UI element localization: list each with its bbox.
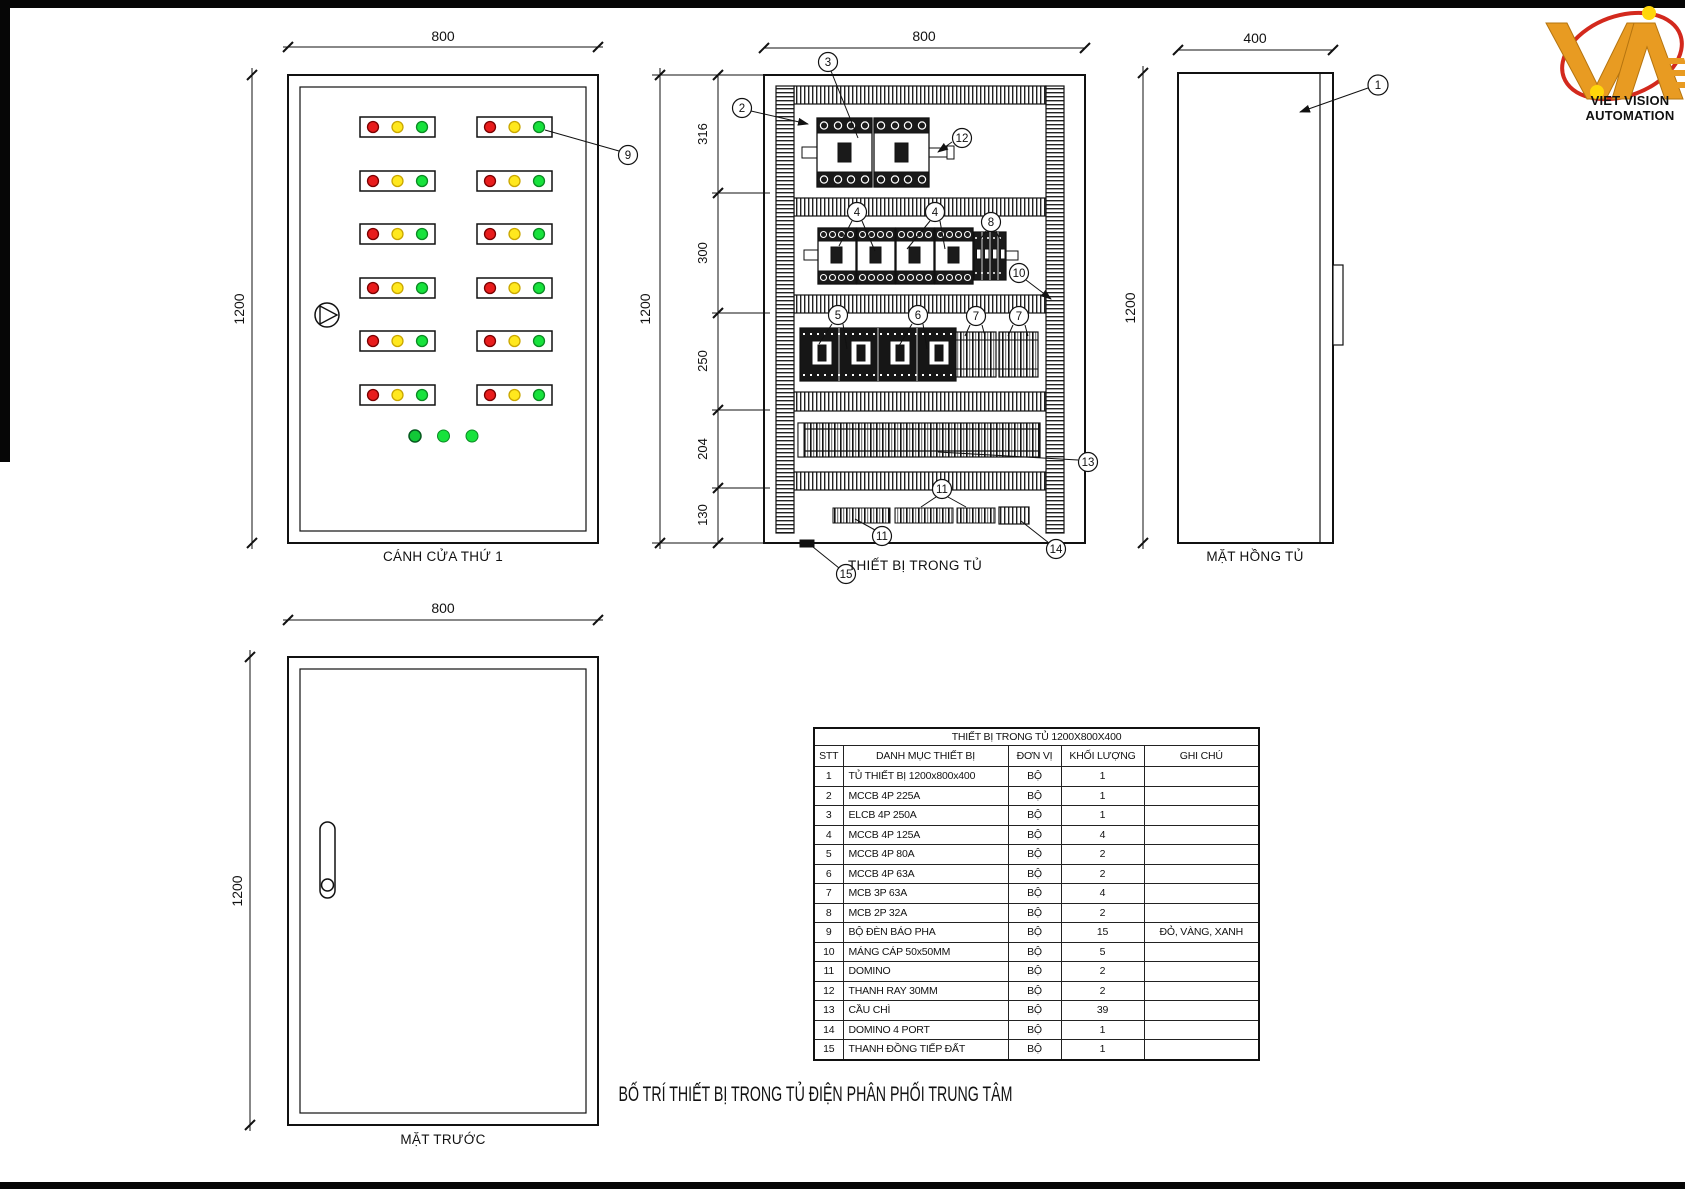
col-header-ghi-chu: GHI CHÚ [1144, 746, 1259, 767]
dim-side-width: 400 [1243, 30, 1267, 46]
callout-11-num: 11 [936, 484, 948, 496]
equipment-table-body [814, 767, 1259, 1060]
lamp-yellow-icon [509, 176, 520, 187]
col-header-khoi-luong: KHỐI LƯỢNG [1061, 746, 1144, 767]
lamp-green-icon [534, 390, 545, 401]
lamp-red-icon [485, 229, 496, 240]
logo-line2: AUTOMATION [1585, 108, 1675, 123]
cable-duct [794, 86, 1046, 104]
dim-door1-height: 1200 [231, 293, 247, 325]
lamp-yellow-icon [509, 229, 520, 240]
table-row: 4 MCCB 4P 125A BỘ 4 [814, 825, 1259, 845]
table-row: 3 ELCB 4P 250A BỘ 1 [814, 806, 1259, 826]
lamp-yellow-icon [392, 283, 403, 294]
lamp-red-icon [485, 336, 496, 347]
table-row: 13 CẦU CHÌ BỘ 39 [814, 1001, 1259, 1021]
lamp-yellow-icon [509, 390, 520, 401]
table-row: 6 MCCB 4P 63A BỘ 2 [814, 864, 1259, 884]
table-row: 10 MÁNG CÁP 50x50MM BỘ 5 [814, 942, 1259, 962]
lamp-yellow-icon [392, 390, 403, 401]
label-door1: CÁNH CỬA THỨ 1 [382, 549, 504, 564]
dim-door1-width: 800 [431, 28, 455, 44]
col-header-stt: STT [814, 746, 843, 767]
dim-segment-316: 316 [695, 123, 710, 145]
table-row: 5 MCCB 4P 80A BỘ 2 [814, 845, 1259, 865]
page-edge-bottom [0, 1182, 1685, 1189]
table-row: 7 MCB 3P 63A BỘ 4 [814, 884, 1259, 904]
cable-duct-vertical [1046, 86, 1064, 533]
page-edge-top [0, 0, 1685, 8]
table-row: 8 MCB 2P 32A BỘ 2 [814, 903, 1259, 923]
spare-lamp-icon [409, 430, 421, 442]
label-side: MẶT HỒNG TỦ [1206, 549, 1304, 564]
callout-13-num: 13 [1081, 457, 1095, 469]
table-title: THIẾT BỊ TRONG TỦ 1200X800X400 [814, 728, 1259, 746]
breaker-row-2 [804, 228, 1018, 284]
callout-15-num: 15 [839, 569, 853, 581]
callout-4-num: 4 [931, 207, 939, 219]
lamp-yellow-icon [392, 122, 403, 133]
buzzer-symbol [315, 303, 339, 327]
callout-10-num: 10 [1012, 268, 1026, 280]
table-row: 15 THANH ĐỒNG TIẾP ĐẤT BỘ 1 [814, 1040, 1259, 1060]
front-handle-lock [322, 879, 334, 891]
callout-4-num: 4 [853, 207, 861, 219]
lamp-green-icon [534, 336, 545, 347]
cable-duct-vertical [776, 86, 794, 533]
callout-9-num: 9 [624, 150, 632, 162]
table-row: 12 THANH RAY 30MM BỘ 2 [814, 981, 1259, 1001]
lamp-green-icon [417, 229, 428, 240]
callout-3-num: 3 [824, 57, 832, 69]
table-row: 11 DOMINO BỘ 2 [814, 962, 1259, 982]
label-internal: THIẾT BỊ TRONG TỦ [847, 558, 983, 573]
mcb-3p-63a [999, 332, 1038, 377]
dim-segment-300: 300 [695, 242, 710, 264]
lamp-red-icon [368, 336, 379, 347]
label-front: MẶT TRƯỚC [400, 1132, 486, 1147]
lamp-red-icon [368, 176, 379, 187]
dim-side-height: 1200 [1122, 292, 1138, 324]
lamp-green-icon [534, 229, 545, 240]
callout-8-num: 8 [987, 217, 995, 229]
side-outline [1178, 73, 1333, 543]
mccb-225a [817, 118, 872, 187]
lamp-red-icon [368, 229, 379, 240]
callout-7-num: 7 [972, 311, 980, 323]
lamp-red-icon [485, 283, 496, 294]
table-row: 1 TỦ THIẾT BỊ 1200x800x400 BỘ 1 [814, 767, 1259, 787]
lamp-green-icon [417, 176, 428, 187]
view-front [245, 615, 603, 1131]
lamp-red-icon [485, 176, 496, 187]
fuse-row [798, 423, 1040, 457]
cable-duct [794, 392, 1046, 411]
logo-stripe-icon [1653, 58, 1685, 64]
dim-front-width: 800 [431, 600, 455, 616]
view-internal [652, 43, 1098, 584]
view-side [1138, 45, 1388, 549]
view-door1 [247, 42, 638, 549]
dim-internal-height: 1200 [637, 293, 653, 325]
domino-4-port [999, 507, 1029, 524]
lamp-yellow-icon [509, 336, 520, 347]
lamp-green-icon [417, 283, 428, 294]
ground-bar [800, 540, 814, 547]
dim-segment-250: 250 [695, 350, 710, 372]
lamp-green-icon [534, 122, 545, 133]
logo-stripe-icon [1665, 82, 1685, 88]
callout-5-num: 5 [834, 310, 842, 322]
table-row: 2 MCCB 4P 225A BỘ 1 [814, 786, 1259, 806]
callout-7-num: 7 [1015, 311, 1023, 323]
callout-1-num: 1 [1374, 80, 1382, 92]
lamp-red-icon [368, 390, 379, 401]
lamp-yellow-icon [392, 229, 403, 240]
lamp-red-icon [368, 283, 379, 294]
lamp-green-icon [534, 283, 545, 294]
lamp-yellow-icon [509, 122, 520, 133]
lamp-yellow-icon [509, 283, 520, 294]
spare-lamp-icon [438, 430, 450, 442]
callout-2-num: 2 [738, 103, 746, 115]
lamp-yellow-icon [392, 176, 403, 187]
lamp-green-icon [534, 176, 545, 187]
col-header-danh-muc: DANH MỤC THIẾT BỊ [843, 746, 1008, 767]
dim-segment-204: 204 [695, 438, 710, 460]
lamp-green-icon [417, 336, 428, 347]
side-handle [1333, 265, 1343, 345]
callout-12-num: 12 [955, 133, 969, 145]
mccb-125a-group [818, 228, 973, 284]
logo-line1: VIET VISION [1590, 93, 1670, 108]
cable-duct [794, 198, 1046, 216]
equipment-table [813, 727, 1258, 1061]
page-edge-left [0, 0, 10, 462]
col-header-don-vi: ĐƠN VỊ [1008, 746, 1061, 767]
cable-duct [794, 472, 1046, 490]
callout-6-num: 6 [914, 310, 922, 322]
table-row: 14 DOMINO 4 PORT BỘ 1 [814, 1020, 1259, 1040]
elcb-250a [874, 118, 929, 187]
lamp-red-icon [485, 122, 496, 133]
dim-front-height: 1200 [229, 875, 245, 907]
callout-11-num: 11 [876, 531, 888, 543]
dim-internal-width: 800 [912, 28, 936, 44]
spare-lamp-icon [466, 430, 478, 442]
drawing-title: BỐ TRÍ THIẾT BỊ TRONG TỦ ĐIỆN PHÂN PHỐI TRUNG TÂM [618, 1082, 1012, 1106]
logo-dot-icon [1642, 6, 1656, 20]
table-row: 9 BỘ ĐÈN BÁO PHA BỘ 15 ĐỎ, VÀNG, XANH [814, 923, 1259, 943]
dim-segment-130: 130 [695, 504, 710, 526]
domino-row [833, 507, 1029, 524]
mcb-group-32a [974, 232, 1006, 280]
breaker-row-3 [800, 328, 1038, 381]
callout-14-num: 14 [1049, 544, 1063, 556]
lamp-yellow-icon [392, 336, 403, 347]
lamp-green-icon [417, 122, 428, 133]
lamp-red-icon [368, 122, 379, 133]
logo-stripe-icon [1659, 70, 1685, 76]
mcb-3p-63a [956, 332, 996, 377]
lamp-red-icon [485, 390, 496, 401]
lamp-green-icon [417, 390, 428, 401]
